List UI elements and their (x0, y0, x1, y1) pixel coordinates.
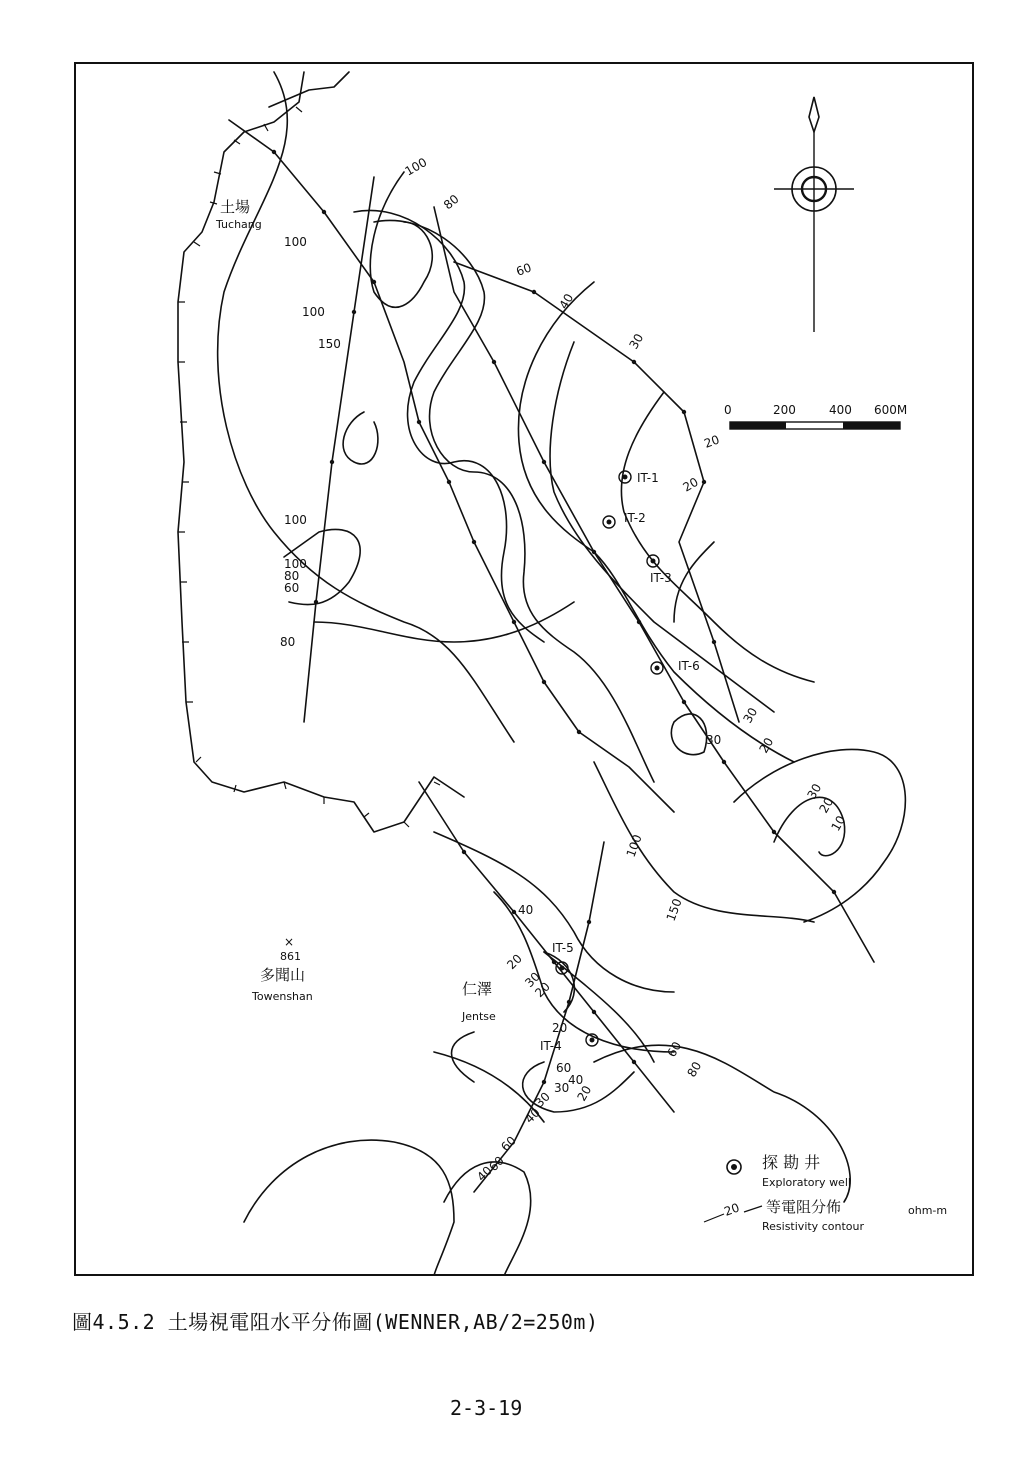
legend-contour-unit: ohm-m (908, 1204, 948, 1217)
contour-label: 40 (522, 1105, 543, 1127)
page-number: 2-3-19 (450, 1396, 523, 1420)
well-it-6 (651, 659, 700, 674)
legend-well-en: Exploratory well (762, 1176, 851, 1189)
svg-text:IT-1: IT-1 (637, 471, 659, 485)
contour-label: 100 (623, 832, 645, 860)
contour-label: 30 (532, 1089, 553, 1111)
contour-label: 80 (280, 635, 296, 649)
contour-label: 150 (663, 896, 685, 924)
contour-label: 20 (702, 432, 722, 451)
north-arrow-icon (774, 97, 854, 332)
legend-well-zh: 探 勘 井 (762, 1153, 821, 1172)
legend-contour-en: Resistivity contour (762, 1220, 864, 1233)
contour-value-labels (280, 155, 848, 1184)
contour-label: 20 (574, 1083, 595, 1104)
place-towenshan-en: Towenshan (252, 990, 313, 1003)
map-legend (704, 1153, 947, 1233)
contour-label: 20 (552, 1021, 568, 1035)
contour-label: 40 (568, 1073, 584, 1087)
contour-label: 40 (518, 903, 534, 917)
place-labels (215, 198, 496, 1023)
figure-caption: 圖4.5.2 土場視電阻水平分佈圖(WENNER,AB/2=250m) (72, 1310, 599, 1334)
contour-label: 100 (284, 513, 307, 527)
place-jentse-en: Jentse (462, 1010, 496, 1023)
contour-label: 100 (284, 557, 307, 571)
contour-label: 20 (680, 474, 701, 495)
contour-label: 80 (684, 1059, 705, 1080)
svg-text:IT-4: IT-4 (540, 1039, 562, 1053)
contour-label: 30 (804, 781, 825, 802)
svg-text:IT-2: IT-2 (624, 511, 646, 525)
contour-label: 100 (302, 305, 325, 319)
contour-label: 60 (514, 260, 534, 279)
contour-label: 20 (756, 735, 777, 756)
resistivity-contours (218, 72, 906, 1276)
contour-label: 30 (554, 1081, 570, 1095)
svg-text:0: 0 (724, 403, 732, 417)
contour-label: 30 (522, 969, 543, 991)
contour-label: 100 (284, 235, 307, 249)
contour-label: 20 (816, 795, 837, 816)
contour-label: 30 (740, 705, 761, 726)
well-it-2 (603, 511, 646, 528)
contour-label: 40 (556, 291, 577, 312)
place-towenshan-marker: × (284, 935, 295, 949)
contour-label: 60 (664, 1039, 685, 1060)
legend-contour-zh: 等電阻分佈 (766, 1198, 842, 1216)
contour-label: 80 (440, 191, 462, 213)
contour-label: 10 (828, 813, 849, 834)
svg-text:400: 400 (829, 403, 852, 417)
well-it-4 (540, 1034, 598, 1053)
svg-text:600M: 600M (874, 403, 908, 417)
exploratory-wells (540, 471, 700, 1053)
contour-label: 100 (402, 155, 430, 179)
contour-label: 150 (318, 337, 341, 351)
svg-text:200: 200 (773, 403, 796, 417)
contour-label: 20 (532, 979, 553, 1001)
svg-text:IT-6: IT-6 (678, 659, 700, 673)
contour-label: 60 (498, 1133, 519, 1155)
resistivity-map (74, 62, 974, 1276)
scale-bar (724, 403, 907, 429)
contour-label: 40 (474, 1163, 495, 1185)
svg-text:IT-3: IT-3 (650, 571, 672, 585)
contour-label: 20 (504, 951, 525, 973)
contour-label: 80 (284, 569, 300, 583)
place-towenshan-elev: 861 (280, 950, 301, 963)
place-jentse-zh: 仁澤 (462, 980, 493, 998)
contour-label: 30 (706, 733, 722, 747)
well-it-3 (647, 555, 672, 585)
contour-label: 60 (486, 1153, 507, 1175)
contour-label: 60 (284, 581, 300, 595)
svg-text:IT-5: IT-5 (552, 941, 574, 955)
place-tuchang-en: Tuchang (216, 218, 262, 231)
contour-label: 60 (556, 1061, 572, 1075)
contour-label: 30 (626, 331, 647, 352)
legend-contour-sample: 20 (722, 1200, 742, 1219)
place-towenshan-zh: 多聞山 (260, 966, 306, 984)
place-tuchang-zh: 土場 (220, 198, 251, 216)
well-it-1 (619, 471, 659, 485)
